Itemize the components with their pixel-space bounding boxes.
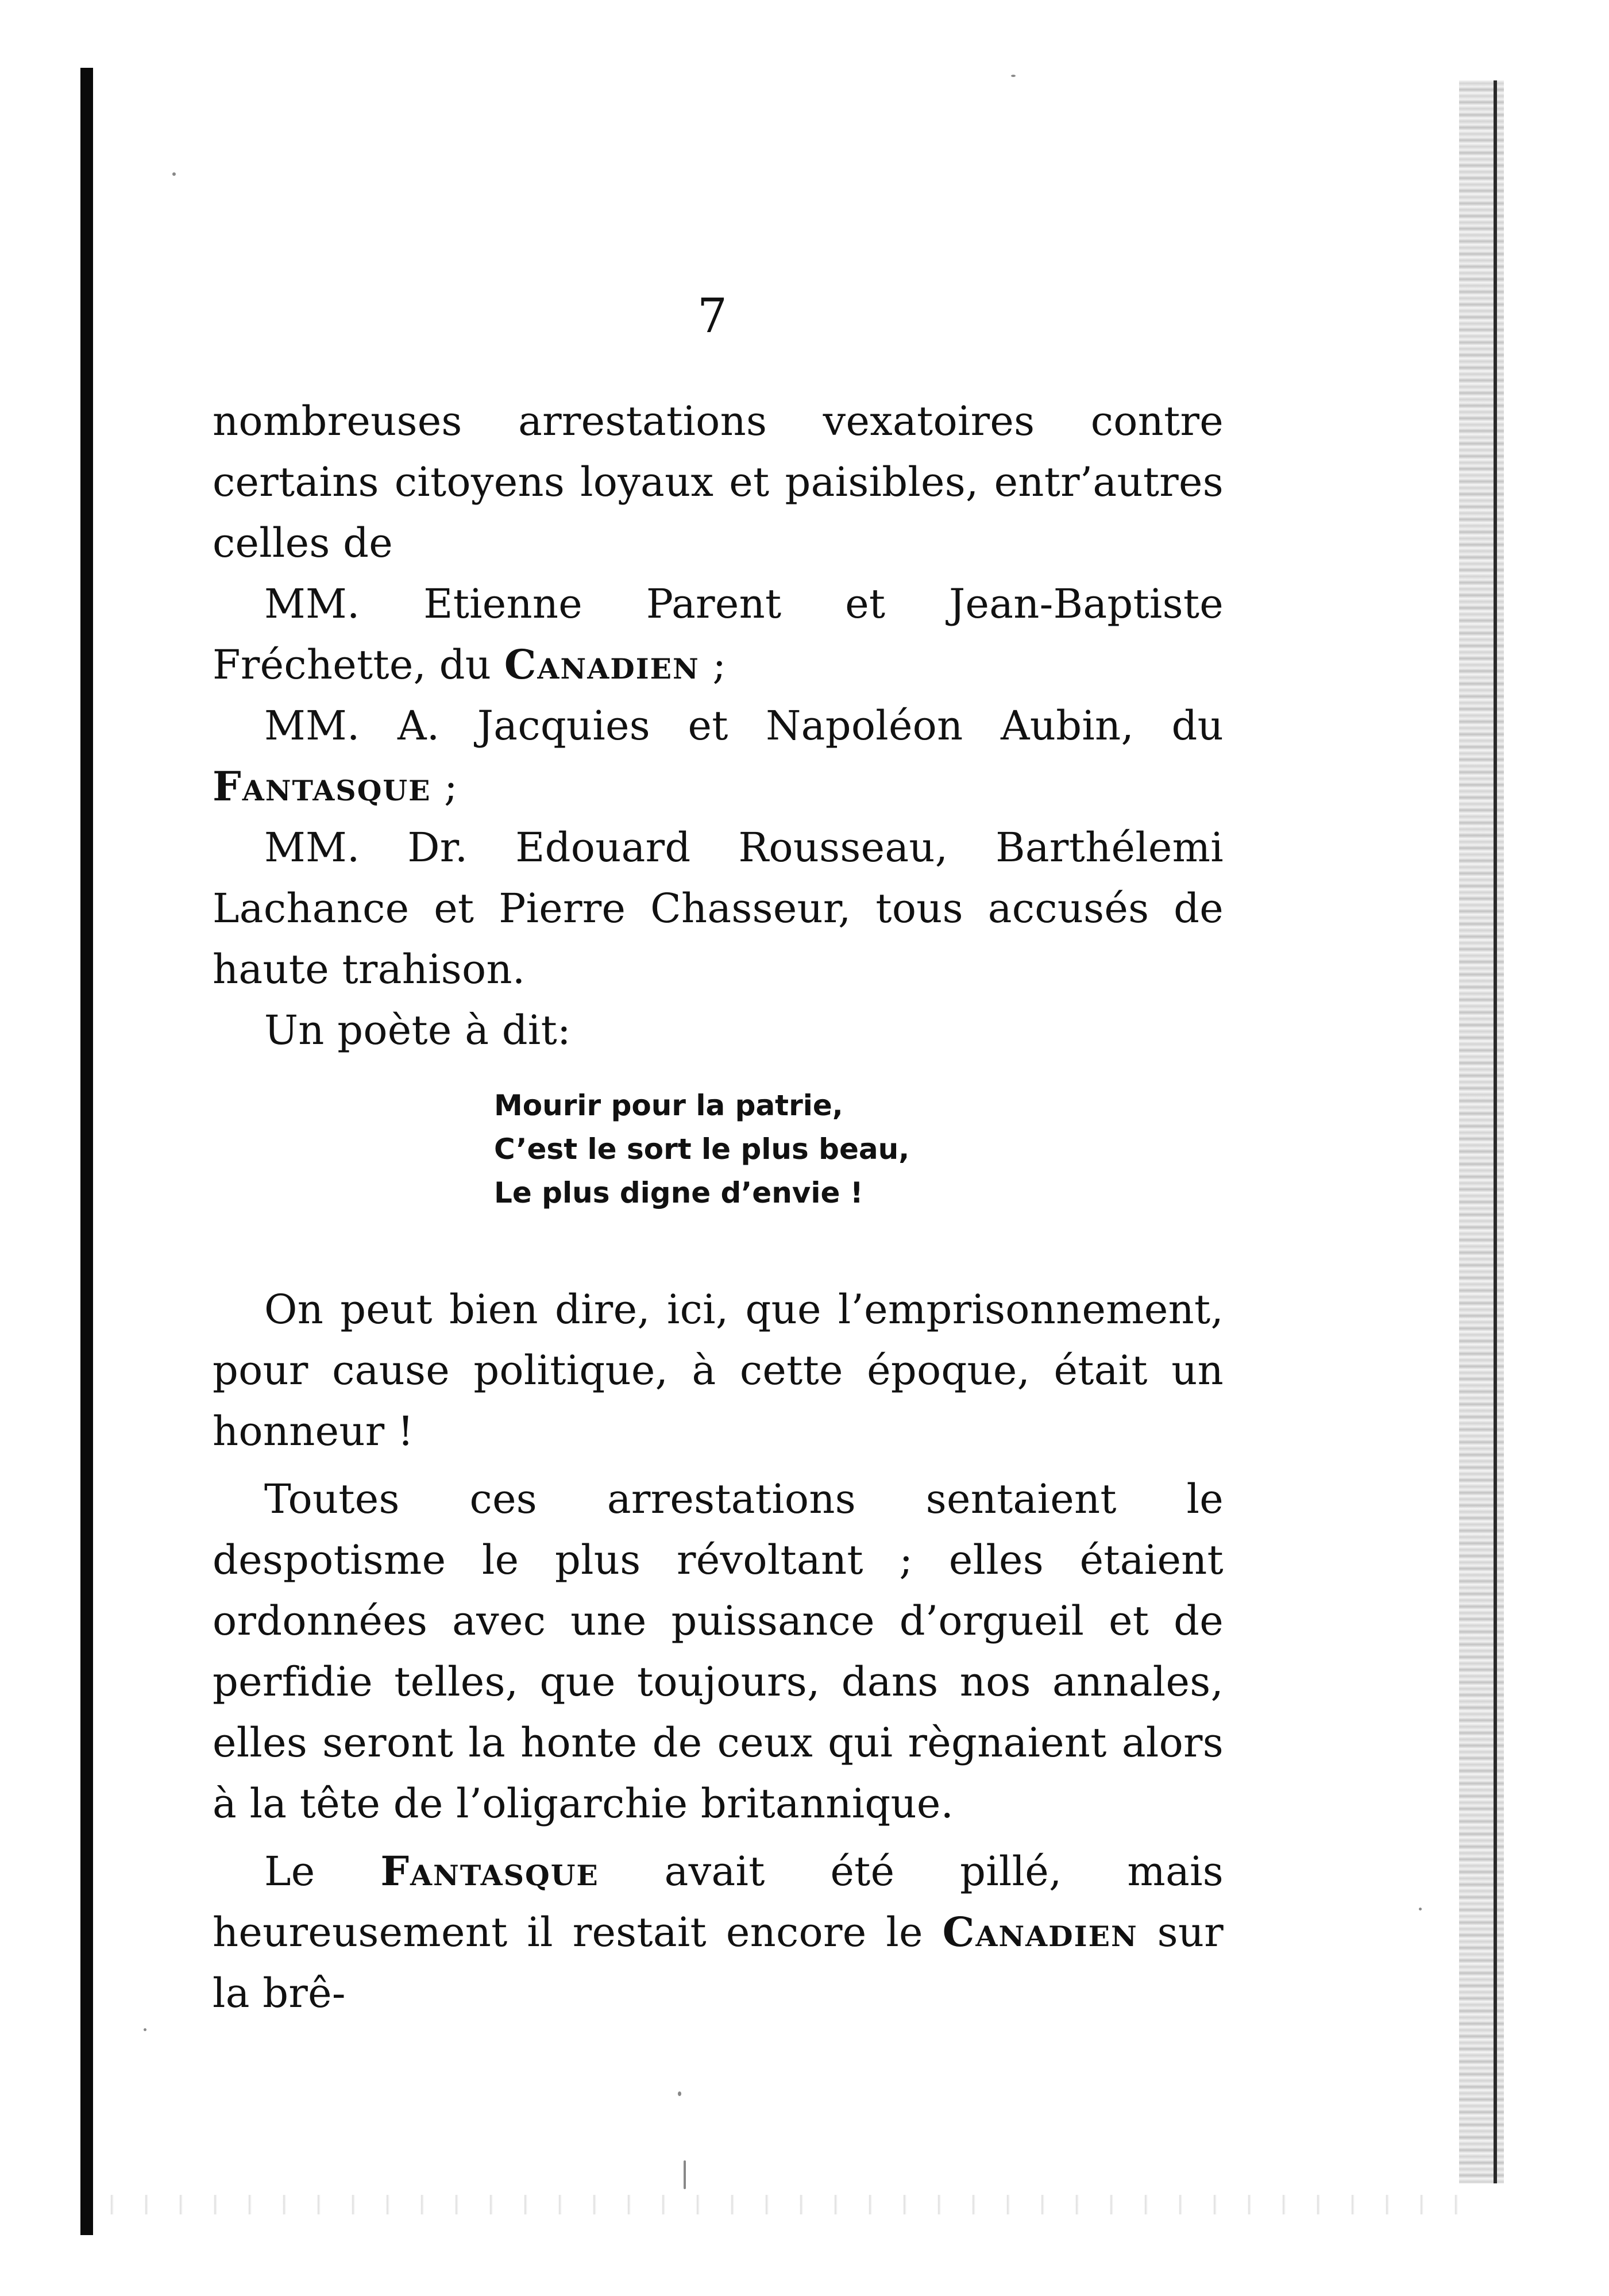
paragraph-parent-frechette: MM. Etienne Parent et Jean-Baptiste Fréchette, du Canadien ; [213,580,1224,688]
newspaper-name-canadien: Canadien [942,1908,1138,1956]
scan-speck [678,2091,681,2096]
scan-speck [144,2028,146,2031]
page-right-edge [1459,80,1504,2183]
scan-speck [1011,75,1016,77]
poem-quote [494,1084,1224,1215]
paragraph-fantasque-pille: Le Fantasque avait été pillé, mais heureusement il restait encore le Canadien sur la brê- [213,1847,1224,2017]
poem-line: Mourir pour la patrie, [494,1089,843,1122]
paragraph-emprisonnement: On peut bien dire, ici, que l’emprisonnement, pour cause politique, à cette époque, était un honneur ! [213,1286,1224,1455]
paragraph-rousseau-lachance-chasseur: MM. Dr. Edouard Rousseau, Barthélemi Lachance et Pierre Chasseur, tous accusés de haute trahison. [213,824,1224,993]
page-binding-edge [80,68,93,2235]
newspaper-name-fantasque: Fantasque [213,762,431,810]
scan-speck [172,172,176,176]
newspaper-name-fantasque: Fantasque [380,1847,599,1895]
paragraph-arrestations: nombreuses arrestations vexatoires contre certains citoyens loyaux et paisibles, entr’autres celles de [213,398,1224,567]
poem-line: C’est le sort le plus beau, [494,1132,910,1166]
page-body [213,391,1224,2024]
scan-speck [684,2160,686,2189]
page-right-edge-line [1494,80,1497,2183]
poem-line: Le plus digne d’envie ! [494,1176,863,1209]
newspaper-name-canadien: Canadien [504,641,700,688]
page-number: 7 [697,289,728,344]
scan-speck [1419,1908,1422,1910]
paragraph-despotisme: Toutes ces arrestations sentaient le despotisme le plus révoltant ; elles étaient ordonnées avec une puissance d’orgueil et de perfidie telles, que toujours, dans nos annales, elles seront la honte de ceux qui règnaient alors à la tête de l’oligarchie britannique. [213,1476,1224,1827]
scan-noise-bottom [98,2195,1465,2214]
paragraph-jacquies-aubin: MM. A. Jacquies et Napoléon Aubin, du Fantasque ; [213,702,1224,810]
paragraph-poete: Un poète à dit: [264,1007,571,1054]
